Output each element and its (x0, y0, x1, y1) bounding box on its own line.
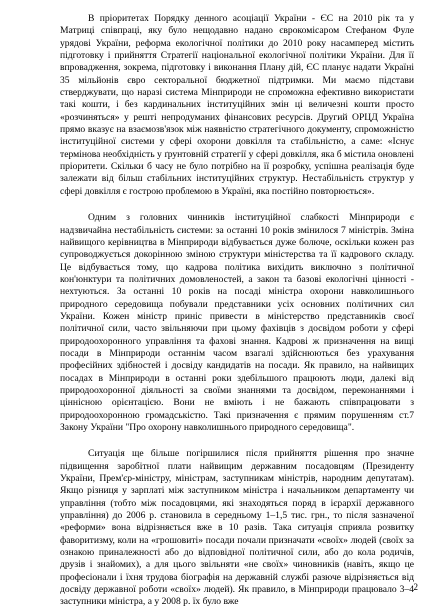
paragraph-salaries: Ситуація ще більше погіршилися після прийняття рішення про значне підвищення заробітної плати найвищим державним посадовцям (Президенту України, Прем'єр-міністру, міністрам, заступникам міністрів, народним депутатам). Якщо різниця у зарплаті між заступником міністра і начальником департаменту чи управління (тобто між посадовцями, які знаходяться поряд в ієрархії державного управління) до 2006 р. становила в середньому 1–1,5 тис. грн., то після зазначеної «реформи» вона відрізняється вже в 10 разів. Така ситуація сприяла розвитку фаворитизму, коли на «грошовиті» посади почали призначати «своїх» людей (своїх за ознакою приналежності або до відповідної політичної сили, або до кола родичів, друзів і знайомих), а для цього звільняти «не своїх» чиновників (навіть, якщо це професіонали і їхня трудова біографія на державній службі разюче відрізняється від досвіду державної роботи «своїх» людей). Як правило, в Мінприроди працювало 3–4 заступники міністра, а у 2008 р. їх було вже (60, 448, 414, 608)
page-number: 2 (413, 582, 418, 592)
paragraph-strategy: В пріоритетах Порядку денного асоціації України - ЄС на 2010 рік та у Матриці співпраці, яку було нещодавно надано єврокомісаром Стефаном Фуле урядові України, реформа екологічної політики до 2010 року насамперед містить підготовку і прийняття Стратегії національної екологічної політики України. Для її впровадження, зокрема, підготовку і виконання Плану дій, ЄС планує надати Україні 35 мільйонів євро секторальної бюджетної підтримки. Ми маємо підстави стверджувати, що наразі система Мінприроди не спроможна ефективно використати такі кошти, і без кардинальних інституційних змін ці величезні кошти просто «розчиняться» у решті непродуманих фінансових ресурсів. Другий ОРЦД Україна прямо вказує на взаємозв'язок між наявністю стратегічного документу, спроможністю інституційної системи у сфері охорони довкілля та стабільністю, а саме: «Існує термінова необхідність у ґрунтовній стратегії у сфері довкілля, яка б містила оновлені пріоритети. Скільки б часу не було потрібно на її розробку, успішна реалізація буде залежати від більш стабільних інституційних структур. Нестабільність структур у сфері довкілля є гострою проблемою в Україні, яка постійно повторюється». (60, 13, 414, 197)
paragraph-instability: Одним з головних чинників інституційної слабкості Мінприроди є надзвичайна нестабільність системи: за останні 10 років змінилося 7 міністрів. Зміна найвищого керівництва в Мінприроди відбувається дуже болюче, оскільки кожен раз супроводжується докорінною зміною структури міністерства та її кадрового складу. Це відбувається тому, що кадрова політика вихідить виключно з політичної кон'юнктури та політичних домовленостей, а закон та базові екологічні цінності - нехтуються. За останні 10 років на посаді міністра охорони навколишнього природного середовища побували представники усіх основних політичних сил України. Кожен міністр приніс привести в міністерство представників своєї політичної сили, часто звільняючи при цьому фахівців з досвідом роботи у сфері природоохоронного управління та фахові знання. Кадрові ж призначення на вищі посади в Мінприроди останнім часом взагалі здійснюються без урахування професійних здібностей і досвіду кандидатів на посади. Як правило, на найвищих посадах в Мінприроди в останні роки здебільшого працюють люди, далекі від природоохоронної діяльності за своїми знаннями та досвідом, переконаннями і ціннісною орієнтацією. Вони не вміють і не бажають співпрацювати з природоохоронною громадськістю. Такі призначення є прямим порушенням ст.7 Закону України "Про охорону навколишнього природного середовища". (60, 212, 414, 433)
